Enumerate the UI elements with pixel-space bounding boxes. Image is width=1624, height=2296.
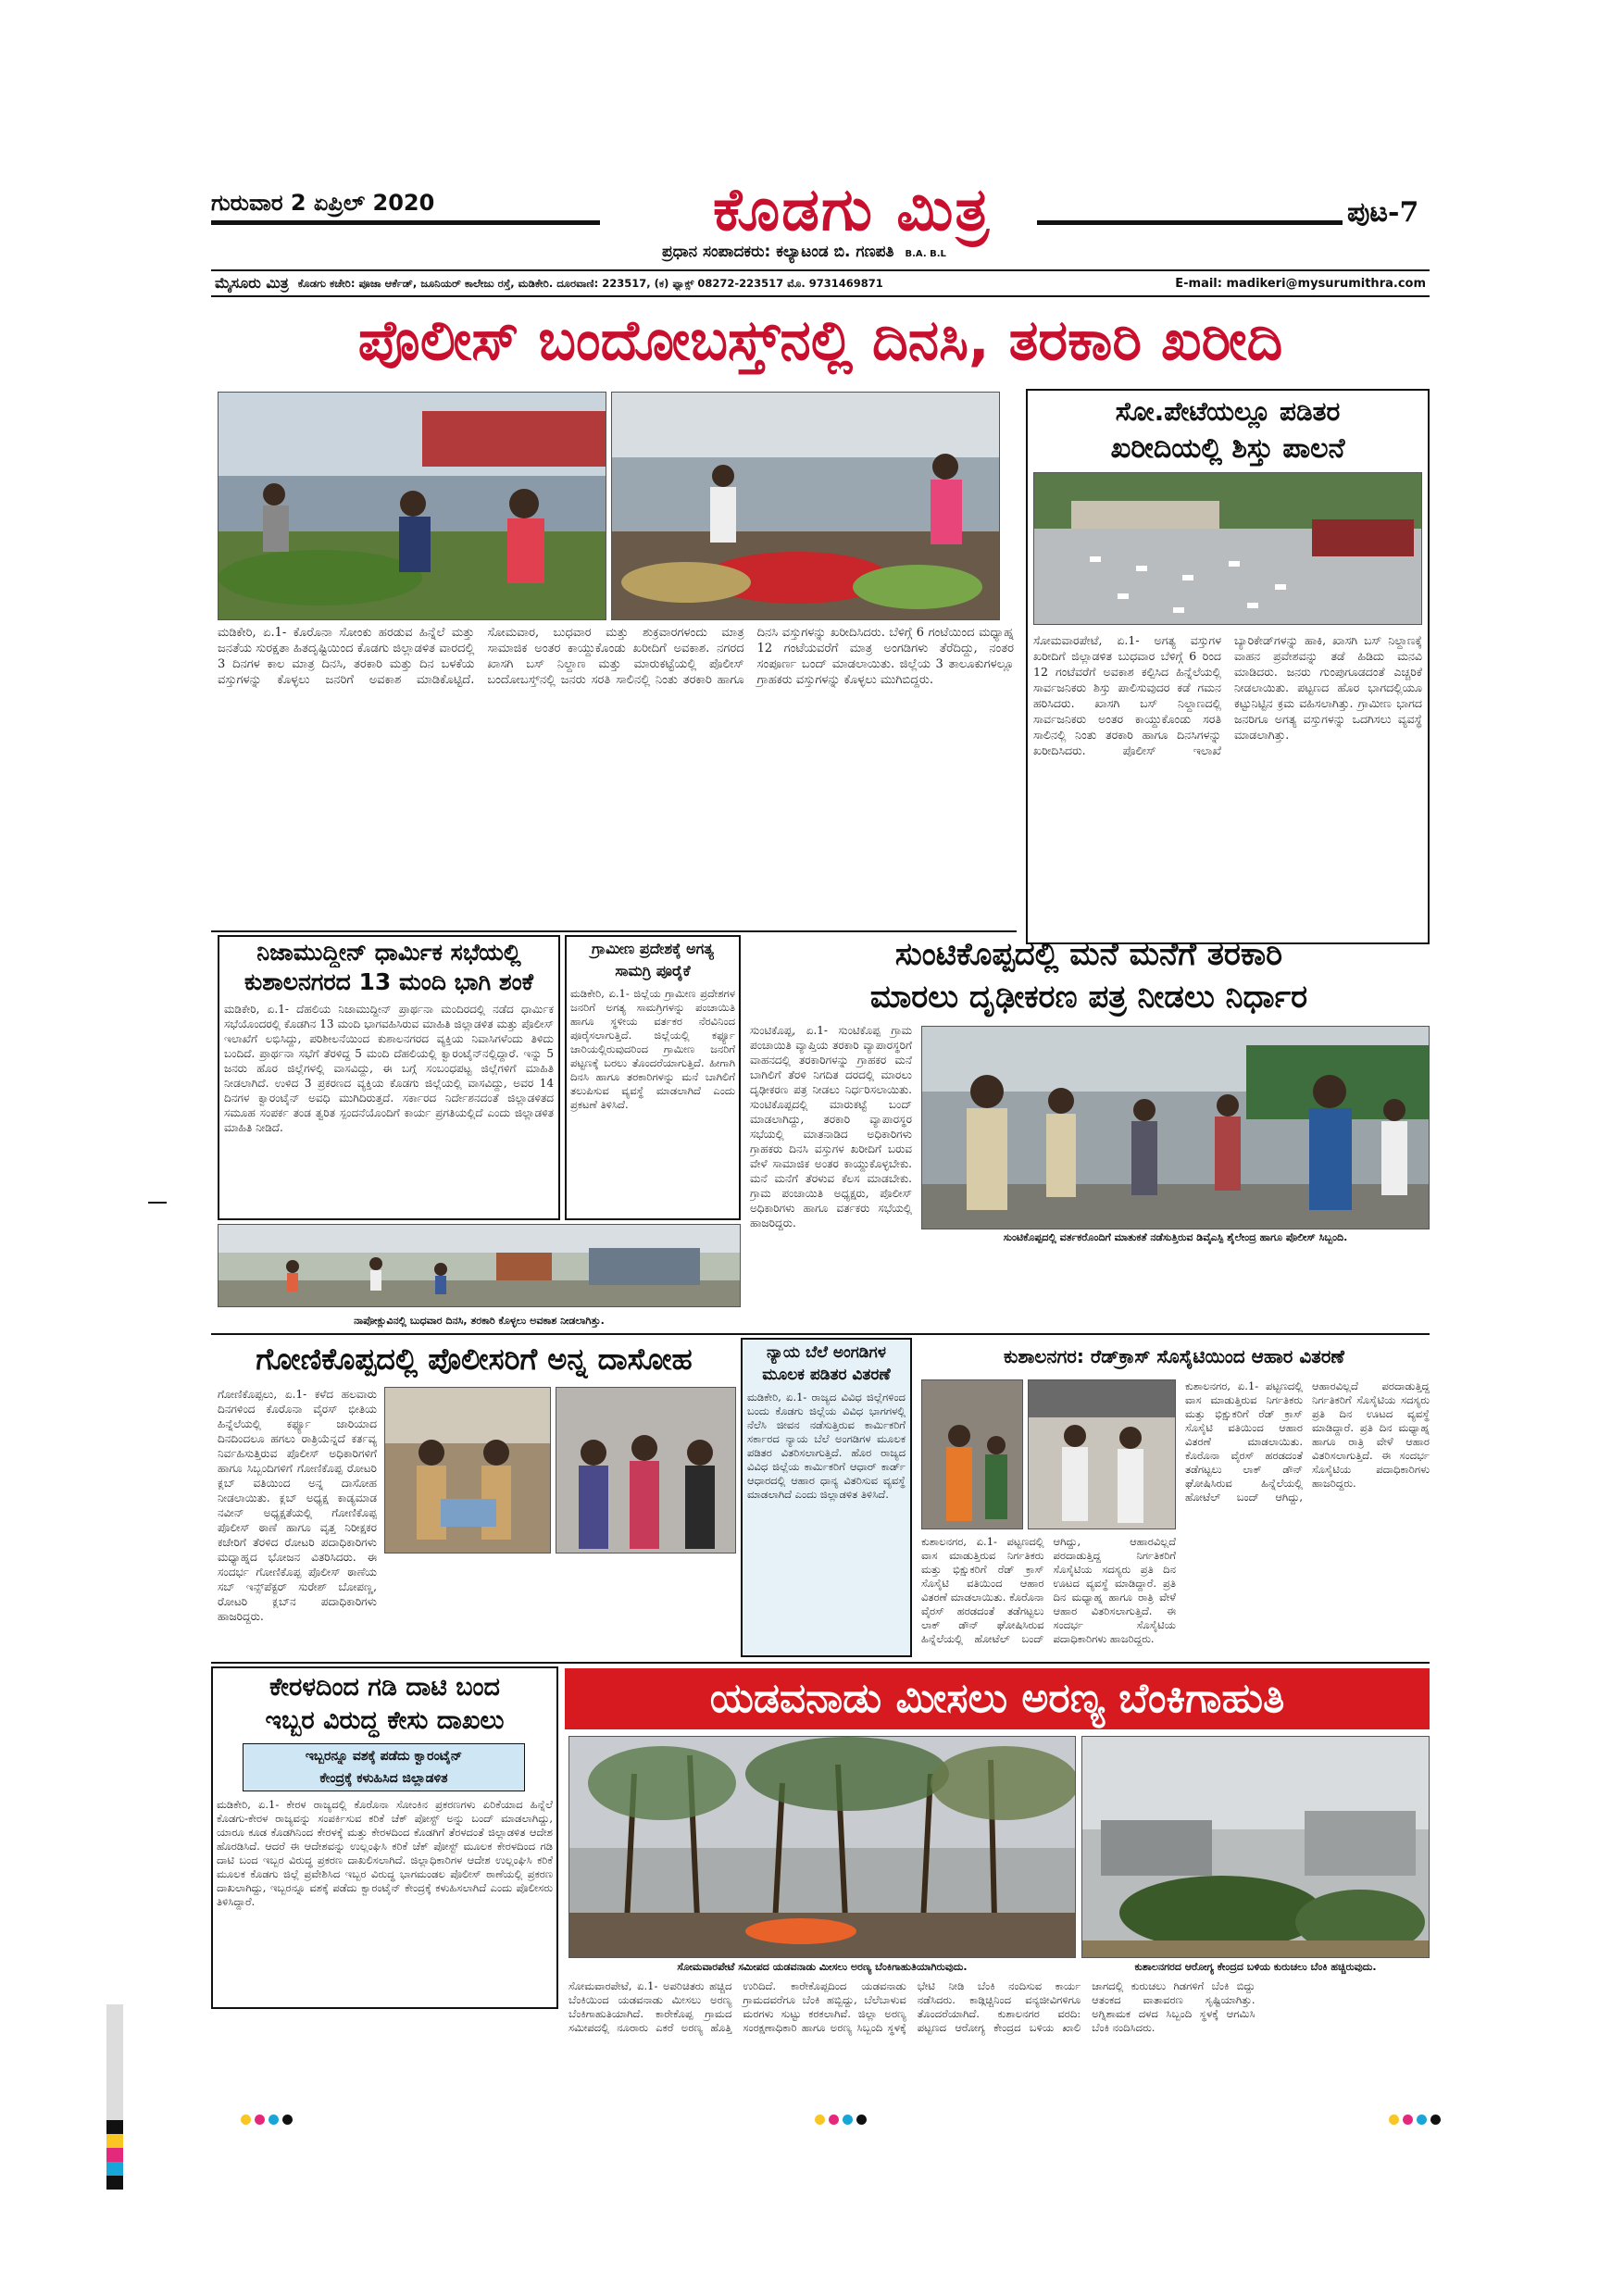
masthead-editor (662, 243, 1125, 261)
editor-name: ಪ್ರಧಾನ ಸಂಪಾದಕರು: ಕಲ್ಯಾಟಂಡ ಬಿ. ಗಣಪತಿ (662, 243, 894, 261)
gonikoppa-photo-1 (384, 1387, 551, 1554)
gonikoppa-photo-2 (556, 1387, 736, 1554)
page-number: ಪುಟ-7 (1347, 196, 1419, 229)
masthead-rule-right (1037, 220, 1343, 225)
suntikoppa-caption: ಸುಂಟಿಕೊಪ್ಪದಲ್ಲಿ ವರ್ತಕರೊಂದಿಗೆ ಮಾತುಕತೆ ನಡೆಸುತ್ತಿರುವ ಡಿವೈಎಸ್ಪಿ ಶೈಲೇಂದ್ರ ಹಾಗೂ ಪೊಲೀಸ್ ಸಿಬ್ಬಂದಿ. (1003, 1231, 1348, 1243)
kerala-body: ಮಡಿಕೇರಿ, ಏ.1- ಕೇರಳ ರಾಜ್ಯದಲ್ಲಿ ಕೊರೊನಾ ಸೋಂಕಿನ ಪ್ರಕರಣಗಳು ಏರಿಕೆಯಾದ ಹಿನ್ನೆಲೆ ಕೊಡಗು-ಕೇರಳ ರಾಜ್ಯವನ್ನು ಸಂಪರ್ಕಿಸುವ ಕರಿಕೆ ಚೆಕ್ ಪೋಸ್ಟ್ ಅನ್ನು ಬಂದ್ ಮಾಡಲಾಗಿದ್ದು, ಯಾರೂ ಕೂಡ ಕೊಡಗಿನಿಂದ ಕೇರಳಕ್ಕೆ ಮತ್ತು ಕೇರಳದಿಂದ ಕೊಡಗಿಗೆ ತೆರಳದಂತೆ ಜಿಲ್ಲಾಡಳಿತ ಆದೇಶ ಹೊರಡಿಸಿದೆ. ಆದರೆ ಈ ಆದೇಶವನ್ನು ಉಲ್ಲಂಘಿಸಿ ಕರಿಕೆ ಚೆಕ್ ಪೋಸ್ಟ್ ಮೂಲಕ ಕೇರಳದಿಂದ ಗಡಿ ದಾಟಿ ಬಂದ ಇಬ್ಬರ ವಿರುದ್ಧ ಪ್ರಕರಣ ದಾಖಲಿಸಲಾಗಿದೆ. ಜಿಲ್ಲಾಧಿಕಾರಿಗಳ ಆದೇಶ ಉಲ್ಲಂಘಿಸಿ ಕರಿಕೆ ಮೂಲಕ ಕೊಡಗು ಜಿಲ್ಲೆ ಪ್ರವೇಶಿಸಿದ ಇಬ್ಬರ ವಿರುದ್ಧ ಭಾಗಮಂಡಲ ಪೊಲೀಸ್ ಠಾಣೆಯಲ್ಲಿ ಪ್ರಕರಣ ದಾಖಲಾಗಿದ್ದು, ಇಬ್ಬರನ್ನೂ ವಶಕ್ಕೆ ಪಡೆದು ಕ್ವಾರಂಟೈನ್ ಕೇಂದ್ರಕ್ಕೆ ಕಳುಹಿಸಲಾಗಿದೆ ಎಂದು ಪೊಲೀಸರು ತಿಳಿಸಿದ್ದಾರೆ. (217, 1798, 553, 1908)
ration-headline-1: ನ್ಯಾಯ ಬೆಲೆ ಅಂಗಡಿಗಳ (767, 1343, 886, 1362)
suntikoppa-body-col1: ಸುಂಟಿಕೊಪ್ಪ, ಏ.1- ಸುಂಟಿಕೊಪ್ಪ ಗ್ರಾಮ ಪಂಚಾಯಿತಿ ವ್ಯಾಪ್ತಿಯ ತರಕಾರಿ ವ್ಯಾಪಾರಸ್ಥರಿಗೆ ವಾಹನದಲ್ಲಿ ತರಕಾರಿಗಳನ್ನು ಗ್ರಾಹಕರ ಮನೆ ಬಾಗಿಲಿಗೆ ತೆರಳಿ ನಿಗದಿತ ದರದಲ್ಲಿ ಮಾರಲು ದೃಢೀಕರಣ ಪತ್ರ ನೀಡಲು ನಿರ್ಧರಿಸಲಾಯಿತು. ಸುಂಟಿಕೊಪ್ಪದಲ್ಲಿ ಮಾರುಕಟ್ಟೆ ಬಂದ್ ಮಾಡಲಾಗಿದ್ದು, ತರಕಾರಿ ವ್ಯಾಪಾರಸ್ಥರ ಸಭೆಯಲ್ಲಿ ಮಾತನಾಡಿದ ಅಧಿಕಾರಿಗಳು ಗ್ರಾಹಕರು ದಿನಸಿ ವಸ್ತುಗಳ ಖರೀದಿಗೆ ಬರುವ ವೇಳೆ ಸಾಮಾಜಿಕ ಅಂತರ ಕಾಯ್ದುಕೊಳ್ಳಬೇಕು. ಮನೆ ಮನೆಗೆ ತೆರಳುವ ಕೆಲಸ ಮಾಡಬೇಕು. ಗ್ರಾಮ ಪಂಚಾಯಿತಿ ಅಧ್ಯಕ್ಷರು, ಪೊಲೀಸ್ ಅಧಿಕಾರಿಗಳು ಹಾಗೂ ವರ್ತಕರು ಸಭೆಯಲ್ಲಿ ಹಾಜರಿದ್ದರು. (750, 1024, 912, 1229)
nizamuddin-headline-2: ಕುಶಾಲನಗರದ 13 ಮಂದಿ ಭಾಗಿ ಶಂಕೆ (244, 968, 533, 995)
strip-brand: ಮೈಸೂರು ಮಿತ್ರ (215, 274, 289, 292)
registration-dots-left (241, 2111, 296, 2128)
rule-row3 (211, 1662, 1430, 1664)
rule-row2 (211, 1333, 1430, 1335)
sidebar-somavarpet-body: ಸೋಮವಾರಪೇಟೆ, ಏ.1- ಅಗತ್ಯ ವಸ್ತುಗಳ ಖರೀದಿಗೆ ಜಿಲ್ಲಾಡಳಿತ ಬುಧವಾರ ಬೆಳಿಗ್ಗೆ 6 ರಿಂದ 12 ಗಂಟೆವರೆಗೆ ಅವಕಾಶ ಕಲ್ಪಿಸಿದ ಹಿನ್ನೆಲೆಯಲ್ಲಿ ಸಾರ್ವಜನಿಕರು ಶಿಸ್ತು ಪಾಲಿಸುವುದರ ಕಡೆ ಗಮನ ಹರಿಸಿದರು. ಖಾಸಗಿ ಬಸ್ ನಿಲ್ದಾಣದಲ್ಲಿ ಸಾರ್ವಜನಿಕರು ಅಂತರ ಕಾಯ್ದುಕೊಂಡು ಸರತಿ ಸಾಲಿನಲ್ಲಿ ನಿಂತು ತರಕಾರಿ ಹಾಗೂ ದಿನಸಿಗಳನ್ನು ಖರೀದಿಸಿದರು. ಪೊಲೀಸ್ ಇಲಾಖೆ ಬ್ಯಾರಿಕೇಡ್‌ಗಳನ್ನು ಹಾಕಿ, ಖಾಸಗಿ ಬಸ್ ನಿಲ್ದಾಣಕ್ಕೆ ವಾಹನ ಪ್ರವೇಶವನ್ನು ತಡೆ ಹಿಡಿದು ಮನವಿ ಮಾಡಿದರು. ಜನರು ಗುಂಪುಗೂಡದಂತೆ ಎಚ್ಚರಿಕೆ ನೀಡಲಾಯಿತು. ಪಟ್ಟಣದ ಹೊರ ಭಾಗದಲ್ಲಿಯೂ ಕಟ್ಟುನಿಟ್ಟಿನ ಕ್ರಮ ವಹಿಸಲಾಗಿತ್ತು. ಗ್ರಾಮೀಣ ಭಾಗದ ಜನರಿಗೂ ಅಗತ್ಯ ವಸ್ತುಗಳನ್ನು ಒದಗಿಸಲು ವ್ಯವಸ್ಥೆ ಮಾಡಲಾಗಿತ್ತು. (1033, 633, 1422, 757)
lead-body: ಮಡಿಕೇರಿ, ಏ.1- ಕೊರೊನಾ ಸೋಂಕು ಹರಡುವ ಹಿನ್ನೆಲೆ ಮತ್ತು ಜನತೆಯ ಸುರಕ್ಷತಾ ಹಿತದೃಷ್ಟಿಯಿಂದ ಕೊಡಗು ಜಿಲ್ಲಾಡಳಿತ ವಾರದಲ್ಲಿ 3 ದಿನಗಳ ಕಾಲ ಮಾತ್ರ ದಿನಸಿ, ತರಕಾರಿ ಮತ್ತು ದಿನ ಬಳಕೆಯ ವಸ್ತುಗಳನ್ನು ಕೊಳ್ಳಲು ಜನರಿಗೆ ಅವಕಾಶ ಮಾಡಿಕೊಟ್ಟಿದೆ. ಸೋಮವಾರ, ಬುಧವಾರ ಮತ್ತು ಶುಕ್ರವಾರಗಳಂದು ಮಾತ್ರ ಸಾಮಾಜಿಕ ಅಂತರ ಕಾಯ್ದುಕೊಂಡು ಖರೀದಿಗೆ ಅವಕಾಶ. ನಗರದ ಖಾಸಗಿ ಬಸ್ ನಿಲ್ದಾಣ ಮತ್ತು ಮಾರುಕಟ್ಟೆಯಲ್ಲಿ ಪೊಲೀಸ್ ಬಂದೋಬಸ್ತ್‌ನಲ್ಲಿ ಜನರು ಸರತಿ ಸಾಲಿನಲ್ಲಿ ನಿಂತು ತರಕಾರಿ ಹಾಗೂ ದಿನಸಿ ವಸ್ತುಗಳನ್ನು ಖರೀದಿಸಿದರು. ಬೆಳಿಗ್ಗೆ 6 ಗಂಟೆಯಿಂದ ಮಧ್ಯಾಹ್ನ 12 ಗಂಟೆಯವರೆಗೆ ಮಾತ್ರ ಅಂಗಡಿಗಳು ತೆರೆದಿದ್ದು, ನಂತರ ಸಂಪೂರ್ಣ ಬಂದ್ ಮಾಡಲಾಯಿತು. ಜಿಲ್ಲೆಯ 3 ತಾಲೂಕುಗಳಲ್ಲೂ ಗ್ರಾಹಕರು ವಸ್ತುಗಳನ್ನು ಕೊಳ್ಳಲು ಮುಗಿಬಿದ್ದರು. (218, 626, 1014, 687)
gonikoppa-body-col1: ಗೋಣಿಕೊಪ್ಪಲು, ಏ.1- ಕಳೆದ ಹಲವಾರು ದಿನಗಳಿಂದ ಕೊರೊನಾ ವೈರಸ್ ಭೀತಿಯ ಹಿನ್ನೆಲೆಯಲ್ಲಿ ಕರ್ಫ್ಯೂ ಜಾರಿಯಾದ ದಿನದಿಂದಲೂ ಹಗಲು ರಾತ್ರಿಯೆನ್ನದೆ ಕರ್ತವ್ಯ ನಿರ್ವಹಿಸುತ್ತಿರುವ ಪೊಲೀಸ್ ಅಧಿಕಾರಿಗಳಿಗೆ ಹಾಗೂ ಸಿಬ್ಬಂದಿಗಳಿಗೆ ಗೋಣಿಕೊಪ್ಪ ರೋಟರಿ ಕ್ಲಬ್ ವತಿಯಿಂದ ಅನ್ನ ದಾಸೋಹ ನೀಡಲಾಯಿತು. ಕ್ಲಬ್ ಅಧ್ಯಕ್ಷ ಕಾಡ್ಯಮಾಡ ನವೀನ್ ಅಧ್ಯಕ್ಷತೆಯಲ್ಲಿ ಗೋಣಿಕೊಪ್ಪ ಪೊಲೀಸ್ ಠಾಣೆ ಹಾಗೂ ವೃತ್ತ ನಿರೀಕ್ಷಕರ ಕಚೇರಿಗೆ ತೆರಳಿದ ರೋಟರಿ ಪದಾಧಿಕಾರಿಗಳು ಮಧ್ಯಾಹ್ನದ ಭೋಜನ ವಿತರಿಸಿದರು. ಈ ಸಂದರ್ಭ ಗೋಣಿಕೊಪ್ಪ ಪೊಲೀಸ್ ಠಾಣೆಯ ಸಬ್ ಇನ್ಸ್‌ಪೆಕ್ಟರ್ ಸುರೇಶ್ ಬೋಪಣ್ಣ, ರೋಟರಿ ಕ್ಲಬ್‌ನ ಪದಾಧಿಕಾರಿಗಳು ಹಾಜರಿದ್ದರು. (218, 1388, 377, 1623)
redcross-photo-2 (1028, 1379, 1176, 1529)
fire-photo-forest (568, 1736, 1076, 1958)
nizamuddin-body: ಮಡಿಕೇರಿ, ಏ.1- ದೆಹಲಿಯ ನಿಜಾಮುದ್ದೀನ್ ಪ್ರಾರ್ಥನಾ ಮಂದಿರದಲ್ಲಿ ನಡೆದ ಧಾರ್ಮಿಕ ಸಭೆಯೊಂದರಲ್ಲಿ ಕೊಡಗಿನ 13 ಮಂದಿ ಭಾಗವಹಿಸಿರುವ ಮಾಹಿತಿ ಜಿಲ್ಲಾಡಳಿತ ಮತ್ತು ಪೊಲೀಸ್ ಇಲಾಖೆಗೆ ಲಭಿಸಿದ್ದು, ಪರಿಶೀಲನೆಯಿಂದ ಕುಶಾಲನಗರದ ವ್ಯಕ್ತಿಯ ನಿವಾಸಿಗಳೆಂದು ತಿಳಿದು ಬಂದಿದೆ. ಪ್ರಾರ್ಥನಾ ಸಭೆಗೆ ತೆರಳಿದ್ದ 5 ಮಂದಿ ದೆಹಲಿಯಲ್ಲಿ ಕ್ವಾರಂಟೈನ್‌ನಲ್ಲಿದ್ದಾರೆ. ಇನ್ನು 5 ಜನರು ಹೊರ ಜಿಲ್ಲೆಗಳಲ್ಲಿ ವಾಸವಿದ್ದು, ಈ ಬಗ್ಗೆ ಸಂಬಂಧಪಟ್ಟ ಜಿಲ್ಲೆಗಳಿಗೆ ಮಾಹಿತಿ ನೀಡಲಾಗಿದೆ. ಉಳಿದ 3 ಪ್ರಕರಣದ ವ್ಯಕ್ತಿಯ ಕೊಡಗು ಜಿಲ್ಲೆಯಲ್ಲಿ ವಾಸವಿದ್ದು, ಅವರ 14 ದಿನಗಳ ಕ್ವಾರಂಟೈನ್ ಅವಧಿ ಮುಗಿದಿರುತ್ತದೆ. ಸರ್ಕಾರದ ನಿರ್ದೇಶನದಂತೆ ಜಿಲ್ಲಾಡಳಿತದ ಸಮೂಹ ಸಂಪರ್ಕ ತಂಡ ತ್ವರಿತ ಸ್ಪಂದನೆಯೊಂದಿಗೆ ಕಾರ್ಯ ಪ್ರಗತಿಯಲ್ಲಿದೆ ಎಂದು ಜಿಲ್ಲಾಡಳಿತ ಮಾಹಿತಿ ನೀಡಿದೆ. (224, 1003, 554, 1134)
registration-dots-center (815, 2111, 870, 2128)
rural-body: ಮಡಿಕೇರಿ, ಏ.1- ಜಿಲ್ಲೆಯ ಗ್ರಾಮೀಣ ಪ್ರದೇಶಗಳ ಜನರಿಗೆ ಅಗತ್ಯ ಸಾಮಗ್ರಿಗಳನ್ನು ಪಂಚಾಯಿತಿ ಹಾಗೂ ಸ್ಥಳೀಯ ವರ್ತಕರ ನೆರವಿನಿಂದ ಪೂರೈಸಲಾಗುತ್ತಿದೆ. ಜಿಲ್ಲೆಯಲ್ಲಿ ಕರ್ಫ್ಯೂ ಜಾರಿಯಲ್ಲಿರುವುದರಿಂದ ಗ್ರಾಮೀಣ ಜನರಿಗೆ ಪಟ್ಟಣಕ್ಕೆ ಬರಲು ತೊಂದರೆಯಾಗುತ್ತಿದೆ. ಹೀಗಾಗಿ ದಿನಸಿ ಹಾಗೂ ತರಕಾರಿಗಳನ್ನು ಮನೆ ಬಾಗಿಲಿಗೆ ತಲುಪಿಸುವ ವ್ಯವಸ್ಥೆ ಮಾಡಲಾಗಿದೆ ಎಂದು ಪ್ರಕಟಣೆ ತಿಳಿಸಿದೆ. (570, 987, 735, 1111)
suntikoppa-headline-2: ಮಾರಲು ದೃಢೀಕರಣ ಪತ್ರ ನೀಡಲು ನಿರ್ಧಾರ (869, 979, 1308, 1016)
suntikoppa-headline-1: ಸುಂಟಿಕೊಪ್ಪದಲ್ಲಿ ಮನೆ ಮನೆಗೆ ತರಕಾರಿ (894, 936, 1283, 973)
masthead-date: ಗುರುವಾರ 2 ಏಪ್ರಿಲ್ 2020 (211, 190, 435, 216)
lead-photo-market-2 (611, 392, 1000, 620)
nizamuddin-headline-1: ನಿಜಾಮುದ್ದೀನ್ ಧಾರ್ಮಿಕ ಸಭೆಯಲ್ಲಿ (256, 939, 521, 966)
napoklu-photo-full (218, 1224, 741, 1307)
napoklu-caption: ನಾಪೋಕ್ಲುವಿನಲ್ಲಿ ಬುಧವಾರ ದಿನಸಿ, ತರಕಾರಿ ಕೊಳ್ಳಲು ಅವಕಾಶ ನೀಡಲಾಗಿತ್ತು. (354, 1315, 605, 1327)
address-strip (211, 269, 1430, 297)
redcross-photo-1 (921, 1379, 1023, 1529)
redcross-body-col2: ಕುಶಾಲನಗರ, ಏ.1- ಪಟ್ಟಣದಲ್ಲಿ ವಾಸ ಮಾಡುತ್ತಿರುವ ನಿರ್ಗತಿಕರು ಮತ್ತು ಭಿಕ್ಷುಕರಿಗೆ ರೆಡ್ ಕ್ರಾಸ್ ಸೊಸೈಟಿ ವತಿಯಿಂದ ಆಹಾರ ವಿತರಣೆ ಮಾಡಲಾಯಿತು. ಕೊರೊನಾ ವೈರಸ್ ಹರಡದಂತೆ ತಡೆಗಟ್ಟಲು ಲಾಕ್ ಡೌನ್ ಘೋಷಿಸಿರುವ ಹಿನ್ನೆಲೆಯಲ್ಲಿ ಹೋಟೆಲ್ ಬಂದ್ ಆಗಿದ್ದು, ಆಹಾರವಿಲ್ಲದೆ ಪರದಾಡುತ್ತಿದ್ದ ನಿರ್ಗತಿಕರಿಗೆ ಸೊಸೈಟಿಯ ಸದಸ್ಯರು ಪ್ರತಿ ದಿನ ಊಟದ ವ್ಯವಸ್ಥೆ ಮಾಡಿದ್ದಾರೆ. ಪ್ರತಿ ದಿನ ಮಧ್ಯಾಹ್ನ ಹಾಗೂ ರಾತ್ರಿ ವೇಳೆ ಆಹಾರ ವಿತರಿಸಲಾಗುತ್ತಿದೆ. ಈ ಸಂದರ್ಭ ಸೊಸೈಟಿಯ ಪದಾಧಿಕಾರಿಗಳು ಹಾಜರಿದ್ದರು. (1185, 1379, 1430, 1504)
fire-photo-kushalnagar (1081, 1736, 1430, 1958)
masthead-rule-left (211, 220, 600, 225)
ration-body: ಮಡಿಕೇರಿ, ಏ.1- ರಾಜ್ಯದ ವಿವಿಧ ಜಿಲ್ಲೆಗಳಿಂದ ಬಂದು ಕೊಡಗು ಜಿಲ್ಲೆಯ ವಿವಿಧ ಭಾಗಗಳಲ್ಲಿ ನೆಲೆಸಿ ಜೀವನ ನಡೆಸುತ್ತಿರುವ ಕಾರ್ಮಿಕರಿಗೆ ಸರ್ಕಾರದ ನ್ಯಾಯ ಬೆಲೆ ಅಂಗಡಿಗಳ ಮೂಲಕ ಪಡಿತರ ವಿತರಿಸಲಾಗುತ್ತಿದೆ. ಹೊರ ರಾಜ್ಯದ ವಿವಿಧ ಜಿಲ್ಲೆಯ ಕಾರ್ಮಿಕರಿಗೆ ಆಧಾರ್ ಕಾರ್ಡ್ ಆಧಾರದಲ್ಲಿ ಆಹಾರ ಧಾನ್ಯ ವಿತರಿಸುವ ವ್ಯವಸ್ಥೆ ಮಾಡಲಾಗಿದೆ ಎಂದು ಜಿಲ್ಲಾಡಳಿತ ತಿಳಿಸಿದೆ. (747, 1391, 906, 1501)
sidebar-somavarpet-headline-1: ಸೋ.ಪೇಟೆಯಲ್ಲೂ ಪಡಿತರ (1115, 396, 1341, 427)
color-bar-strip (106, 2120, 123, 2190)
kerala-subhead-2: ಕೇಂದ್ರಕ್ಕೆ ಕಳುಹಿಸಿದ ಜಿಲ್ಲಾಡಳಿತ (319, 1771, 448, 1786)
sidebar-somavarpet-photo (1033, 472, 1422, 625)
lead-headline: ಪೊಲೀಸ್ ಬಂದೋಬಸ್ತ್‌ನಲ್ಲಿ ದಿನಸಿ, ತರಕಾರಿ ಖರೀದಿ (357, 308, 1283, 373)
masthead-title: ಕೊಡಗು ಮಿತ್ರ (712, 176, 991, 244)
redcross-headline: ಕುಶಾಲನಗರ: ರೆಡ್‌ಕ್ರಾಸ್ ಸೊಸೈಟಿಯಿಂದ ಆಹಾರ ವಿತರಣೆ (1004, 1345, 1344, 1367)
kerala-headline-2: ಇಬ್ಬರ ವಿರುದ್ಧ ಕೇಸು ದಾಖಲು (265, 1706, 505, 1735)
fire-caption-left: ಸೋಮವಾರಪೇಟೆ ಸಮೀಪದ ಯಡವನಾಡು ಮೀಸಲು ಅರಣ್ಯ ಬೆಂಕಿಗಾಹುತಿಯಾಗಿರುವುದು. (677, 1961, 968, 1973)
kerala-subhead-1: ಇಬ್ಬರನ್ನೂ ವಶಕ್ಕೆ ಪಡೆದು ಕ್ವಾರಂಟೈನ್ (305, 1749, 463, 1764)
fire-headline: ಯಡವನಾಡು ಮೀಸಲು ಅರಣ್ಯ ಬೆಂಕಿಗಾಹುತಿ (565, 1668, 1430, 1729)
registration-dots-right (1389, 2111, 1444, 2128)
ration-headline-2: ಮೂಲಕ ಪಡಿತರ ವಿತರಣೆ (762, 1366, 891, 1384)
fire-caption-right: ಕುಶಾಲನಗರದ ಆರೋಗ್ಯ ಕೇಂದ್ರದ ಬಳಿಯ ಕುರುಚಲು ಬೆಂಕಿ ಹಚ್ಚಿರುವುದು. (1134, 1961, 1377, 1973)
rural-headline-1: ಗ್ರಾಮೀಣ ಪ್ರದೇಶಕ್ಕೆ ಅಗತ್ಯ (592, 940, 714, 957)
rural-headline-2: ಸಾಮಗ್ರಿ ಪೂರೈಕೆ (615, 962, 691, 980)
kerala-headline-1: ಕೇರಳದಿಂದ ಗಡಿ ದಾಟಿ ಬಂದ (269, 1673, 500, 1702)
suntikoppa-photo (921, 1026, 1430, 1229)
margin-tick (148, 1202, 167, 1204)
lead-photo-market-1 (218, 392, 606, 620)
gonikoppa-headline: ಗೋಣಿಕೊಪ್ಪದಲ್ಲಿ ಪೊಲೀಸರಿಗೆ ಅನ್ನ ದಾಸೋಹ (256, 1341, 693, 1377)
editor-degree: B.A. B.L (905, 249, 946, 259)
fire-body: ಸೋಮವಾರಪೇಟೆ, ಏ.1- ಅಪರಿಚಿತರು ಹಚ್ಚಿದ ಬೆಂಕಿಯಿಂದ ಯಡವನಾಡು ಮೀಸಲು ಅರಣ್ಯ ಬೆಂಕಿಗಾಹುತಿಯಾಗಿದೆ. ಕಾರೇಕೊಪ್ಪ ಗ್ರಾಮದ ಸಮೀಪದಲ್ಲಿ ನೂರಾರು ಎಕರೆ ಅರಣ್ಯ ಹೊತ್ತಿ ಉರಿದಿದೆ. ಕಾರೇಕೊಪ್ಪದಿಂದ ಯಡವನಾಡು ಗ್ರಾಮದವರೆಗೂ ಬೆಂಕಿ ಹಬ್ಬಿದ್ದು, ಬೆಲೆಬಾಳುವ ಮರಗಳು ಸುಟ್ಟು ಕರಕಲಾಗಿವೆ. ಜಿಲ್ಲಾ ಅರಣ್ಯ ಸಂರಕ್ಷಣಾಧಿಕಾರಿ ಹಾಗೂ ಅರಣ್ಯ ಸಿಬ್ಬಂದಿ ಸ್ಥಳಕ್ಕೆ ಭೇಟಿ ನೀಡಿ ಬೆಂಕಿ ನಂದಿಸುವ ಕಾರ್ಯ ನಡೆಸಿದರು. ಕಾಡ್ಗಿಚ್ಚಿನಿಂದ ವನ್ಯಜೀವಿಗಳಿಗೂ ತೊಂದರೆಯಾಗಿದೆ. ಕುಶಾಲನಗರ ವರದಿ: ಪಟ್ಟಣದ ಆರೋಗ್ಯ ಕೇಂದ್ರದ ಬಳಿಯ ಖಾಲಿ ಜಾಗದಲ್ಲಿ ಕುರುಚಲು ಗಿಡಗಳಿಗೆ ಬೆಂಕಿ ಬಿದ್ದು ಆತಂಕದ ವಾತಾವರಣ ಸೃಷ್ಟಿಯಾಗಿತ್ತು. ಅಗ್ನಿಶಾಮಕ ದಳದ ಸಿಬ್ಬಂದಿ ಸ್ಥಳಕ್ಕೆ ಆಗಮಿಸಿ ಬೆಂಕಿ ನಂದಿಸಿದರು. (568, 1979, 1255, 2034)
strip-address: ಕೊಡಗು ಕಚೇರಿ: ಪೂಜಾ ಆರ್ಕೆಡ್, ಜೂನಿಯರ್ ಕಾಲೇಜು ರಸ್ತೆ, ಮಡಿಕೇರಿ. ದೂರವಾಣಿ: 223517, (ಕ) ಫ್ಯಾಕ್ಸ್ 08272-223517 ಮೊ. 9731469871 (297, 276, 883, 290)
rule-row1 (211, 930, 1017, 932)
sidebar-somavarpet-headline-2: ಖರೀದಿಯಲ್ಲಿ ಶಿಸ್ತು ಪಾಲನೆ (1110, 432, 1345, 465)
strip-email: E-mail: madikeri@mysurumithra.com (1175, 276, 1426, 291)
redcross-body-col1: ಕುಶಾಲನಗರ, ಏ.1- ಪಟ್ಟಣದಲ್ಲಿ ವಾಸ ಮಾಡುತ್ತಿರುವ ನಿರ್ಗತಿಕರು ಮತ್ತು ಭಿಕ್ಷುಕರಿಗೆ ರೆಡ್ ಕ್ರಾಸ್ ಸೊಸೈಟಿ ವತಿಯಿಂದ ಆಹಾರ ವಿತರಣೆ ಮಾಡಲಾಯಿತು. ಕೊರೊನಾ ವೈರಸ್ ಹರಡದಂತೆ ತಡೆಗಟ್ಟಲು ಲಾಕ್ ಡೌನ್ ಘೋಷಿಸಿರುವ ಹಿನ್ನೆಲೆಯಲ್ಲಿ ಹೋಟೆಲ್ ಬಂದ್ ಆಗಿದ್ದು, ಆಹಾರವಿಲ್ಲದೆ ಪರದಾಡುತ್ತಿದ್ದ ನಿರ್ಗತಿಕರಿಗೆ ಸೊಸೈಟಿಯ ಸದಸ್ಯರು ಪ್ರತಿ ದಿನ ಊಟದ ವ್ಯವಸ್ಥೆ ಮಾಡಿದ್ದಾರೆ. ಪ್ರತಿ ದಿನ ಮಧ್ಯಾಹ್ನ ಹಾಗೂ ರಾತ್ರಿ ವೇಳೆ ಆಹಾರ ವಿತರಿಸಲಾಗುತ್ತಿದೆ. ಈ ಸಂದರ್ಭ ಸೊಸೈಟಿಯ ಪದಾಧಿಕಾರಿಗಳು ಹಾಜರಿದ್ದರು. (921, 1535, 1176, 1645)
